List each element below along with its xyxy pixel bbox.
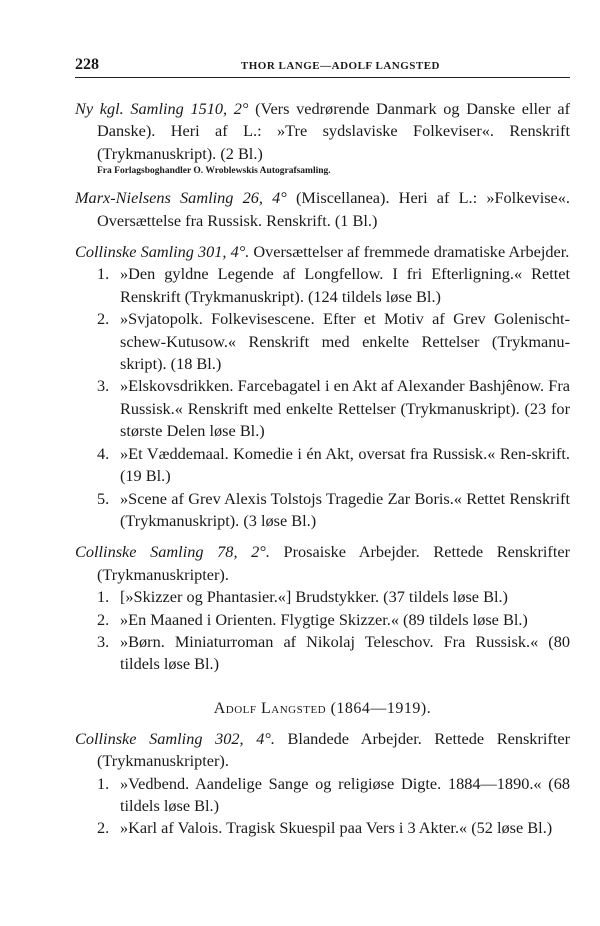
entry-item-list xyxy=(75,263,570,532)
item-text: »En Maaned i Orienten. Flygtige Skizzer.« (89 tildels løse Bl.) xyxy=(120,609,528,629)
list-item xyxy=(75,817,570,839)
item-text: »Svjatopolk. Folkevisescene. Efter et Motiv af Grev Golenischt-schew-Kutusow.« Renskrift med enkelte Rettelser (Trykmanu-skript). (18 Bl.) xyxy=(120,309,570,374)
entry-text: Prosaiske Arbejder. Rettede Renskrifter (Trykmanuskripter). xyxy=(97,542,570,584)
item-text: »Elskovsdrikken. Farcebagatel i en Akt af Alexander Bashjênow. Fra Russisk.« Renskrift med enkelte Rettelser (Trykmanuskript). (23 for største Delen løse Bl.) xyxy=(120,376,570,441)
entry-lead xyxy=(75,728,570,773)
item-number: 1. xyxy=(97,587,110,607)
item-number: 3. xyxy=(97,631,110,651)
item-number: 5. xyxy=(97,488,110,508)
list-item xyxy=(75,609,570,631)
item-text: »Karl af Valois. Tragisk Skuespil paa Vers i 3 Akter.« (52 løse Bl.) xyxy=(120,818,553,838)
item-number: 2. xyxy=(97,609,110,629)
entry-title: Marx-Nielsens Samling 26, 4° xyxy=(75,188,287,208)
item-number: 3. xyxy=(97,376,110,396)
entry-item-list xyxy=(75,773,570,840)
entry-text: (Miscellanea). Heri af L.: »Folkevise«. Oversættelse fra Russisk. Renskrift. (1 Bl.) xyxy=(97,188,570,230)
catalog-entry xyxy=(75,98,570,178)
entry-lead xyxy=(75,241,570,263)
entry-title: Collinske Samling 301, 4°. xyxy=(75,242,250,262)
item-number: 1. xyxy=(97,773,110,793)
list-item xyxy=(75,443,570,488)
item-number: 4. xyxy=(97,443,110,463)
list-item xyxy=(75,375,570,442)
catalog-entry xyxy=(75,187,570,232)
entry-title: Ny kgl. Samling 1510, 2° xyxy=(75,99,249,118)
catalog-entry xyxy=(75,541,570,675)
list-item xyxy=(75,488,570,533)
catalog-entry xyxy=(75,728,570,840)
entry-title: Collinske Samling 302, 4°. xyxy=(75,728,275,748)
item-text: »Vedbend. Aandelige Sange og religiøse Digte. 1884—1890.« (68 tildels løse Bl.) xyxy=(120,773,570,815)
item-number: 2. xyxy=(97,818,110,838)
list-item xyxy=(75,263,570,308)
entry-lead xyxy=(75,187,570,232)
item-text: »Den gyldne Legende af Longfellow. I fri Efterligning.« Rettet Renskrift (Trykmanuskript). (124 tildels løse Bl.) xyxy=(120,264,570,306)
catalog-entry xyxy=(75,241,570,532)
item-number: 2. xyxy=(97,309,110,329)
item-text: »Børn. Miniaturroman af Nikolaj Teleschov. Fra Russisk.« (80 tildels løse Bl.) xyxy=(120,631,570,674)
list-item xyxy=(75,631,570,676)
section-heading: Adolf Langsted (1864—1919). xyxy=(213,699,432,717)
entry-note: Fra Forlagsboghandler O. Wroblewskis Autografsamling. xyxy=(97,166,331,177)
page xyxy=(75,56,570,849)
page-number: 228 xyxy=(75,56,99,73)
item-text: »Et Væddemaal. Komedie i én Akt, oversat fra Russisk.« Ren-skrift. (19 Bl.) xyxy=(120,443,570,486)
list-item xyxy=(75,773,570,818)
entry-text: Blandede Arbejder. Rettede Renskrifter (Trykmanuskripter). xyxy=(97,728,570,771)
entry-lead xyxy=(75,541,570,586)
entry-lead xyxy=(75,98,570,165)
entry-title: Collinske Samling 78, 2°. xyxy=(75,542,270,562)
entry-text: Oversættelser af fremmede dramatiske Arbejder. xyxy=(249,242,570,262)
item-number: 1. xyxy=(97,264,110,284)
entry-text: (Vers vedrørende Danmark og Danske eller af Danske). Heri af L.: »Tre sydslaviske Folkeviser«. Renskrift (Trykmanuskript). (2 Bl.) xyxy=(97,99,570,163)
entry-item-list xyxy=(75,586,570,676)
item-text: »Scene af Grev Alexis Tolstojs Tragedie Zar Boris.« Rettet Renskrift (Trykmanuskript). (3 løse Bl.) xyxy=(120,488,570,530)
item-text: [»Skizzer og Phantasier.«] Brudstykker. (37 tildels løse Bl.) xyxy=(120,587,508,607)
page-header xyxy=(75,56,570,78)
list-item xyxy=(75,586,570,608)
running-title: THOR LANGE—ADOLF LANGSTED xyxy=(240,60,440,72)
list-item xyxy=(75,308,570,375)
